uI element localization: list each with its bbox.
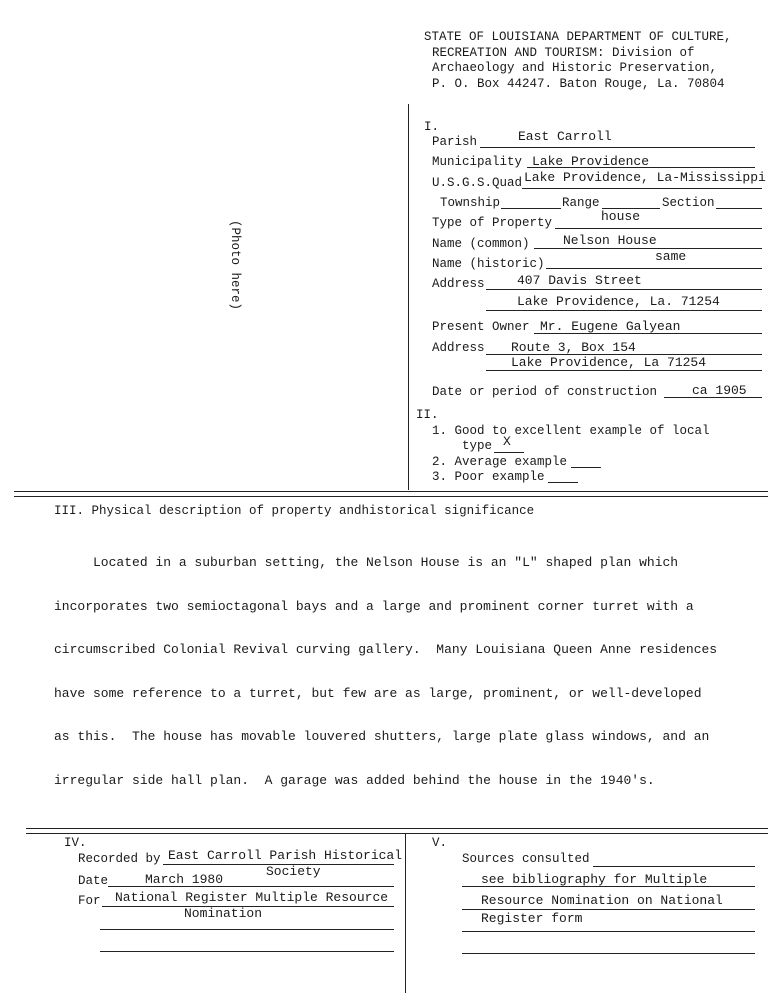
- record-date-line: [108, 886, 394, 887]
- description-paragraph: [54, 527, 717, 803]
- sources-line-3: [462, 931, 755, 932]
- type-label: Type of Property: [432, 216, 553, 230]
- record-date-label: Date: [78, 874, 109, 888]
- usgs-line: [522, 188, 762, 189]
- description-line-6: irregular side hall plan. A garage was added behind the house in the 1940's.: [54, 772, 655, 788]
- header-line-4: P. O. Box 44247. Baton Rouge, La. 70804: [432, 76, 725, 91]
- name-historic-label: Name (historic): [432, 257, 545, 271]
- name-historic-line: [546, 268, 762, 269]
- description-line-1: Located in a suburban setting, the Nelson House is an "L" shaped plan which: [54, 555, 679, 570]
- for-label: For: [78, 894, 101, 908]
- usgs-label: U.S.G.S.Quad: [432, 176, 523, 190]
- township-label: Township: [440, 196, 501, 210]
- owner-value: Mr. Eugene Galyean: [540, 319, 681, 334]
- section-4-heading: IV.: [64, 836, 87, 850]
- date-construction-label: Date or period of construction: [432, 385, 658, 399]
- section-2-item-3: 3. Poor example: [432, 470, 545, 484]
- range-label: Range: [562, 196, 600, 210]
- section-4-top-rule-a: [26, 828, 768, 829]
- address-label: Address: [432, 277, 485, 291]
- agency-header: [424, 30, 732, 92]
- section-line: [716, 208, 762, 209]
- header-line-1: STATE OF LOUISIANA DEPARTMENT OF CULTURE,: [424, 30, 732, 44]
- header-line-3: Archaeology and Historic Preservation,: [432, 61, 718, 75]
- address-line-2: Lake Providence, La. 71254: [517, 294, 720, 309]
- description-line-5: as this. The house has movable louvered shutters, large plate glass windows, and an: [54, 729, 710, 744]
- bottom-vertical-divider: [405, 833, 406, 993]
- owner-address-line-2: Lake Providence, La 71254: [511, 355, 707, 370]
- municipality-line: [527, 167, 755, 168]
- photo-placeholder: (Photo here): [228, 219, 243, 311]
- section-5-heading: V.: [432, 836, 448, 850]
- recorded-by-value-2: Society: [266, 864, 321, 879]
- parish-label: Parish: [432, 135, 478, 149]
- owner-address-line-1: Route 3, Box 154: [511, 340, 636, 355]
- owner-address-rule-2: [486, 370, 762, 371]
- parish-line: [480, 147, 755, 148]
- sources-value-1: see bibliography for Multiple: [481, 872, 708, 887]
- recorded-by-label: Recorded by: [78, 852, 161, 866]
- record-date-value: March 1980: [145, 872, 224, 887]
- section-3-heading: III. Physical description of property andhistorical significance: [54, 504, 535, 518]
- name-common-label: Name (common): [432, 237, 530, 251]
- sources-line-2: [462, 909, 755, 910]
- township-line: [501, 208, 561, 209]
- type-line: [555, 228, 762, 229]
- municipality-value: Lake Providence: [532, 154, 650, 169]
- sources-line-1: [462, 886, 755, 887]
- name-common-line: [534, 248, 762, 249]
- name-historic-value: same: [655, 249, 687, 264]
- section-2-item-3-line: [548, 482, 578, 483]
- section-2-item-1-line: [494, 452, 524, 453]
- sources-line-4: [462, 953, 755, 954]
- sources-line-0: [593, 866, 755, 867]
- owner-address-label: Address: [432, 341, 485, 355]
- address-line-rule-2: [486, 310, 762, 311]
- top-vertical-divider: [408, 104, 409, 490]
- section-2-heading: II.: [416, 408, 439, 422]
- date-construction-line: [664, 397, 762, 398]
- section-2-item-1: 1. Good to excellent example of local: [432, 424, 710, 438]
- owner-label: Present Owner: [432, 320, 530, 334]
- name-common-value: Nelson House: [563, 233, 657, 248]
- sources-label: Sources consulted: [462, 852, 590, 866]
- date-construction-value: ca 1905: [692, 383, 747, 398]
- description-line-4: have some reference to a turret, but few are as large, prominent, or well-developed: [54, 685, 702, 701]
- parish-value: East Carroll: [518, 129, 612, 144]
- for-line-2: [100, 929, 394, 930]
- sources-value-2: Resource Nomination on National: [481, 893, 723, 908]
- section-3-top-rule-a: [14, 491, 768, 492]
- for-value-1: National Register Multiple Resource: [115, 890, 389, 905]
- owner-line: [534, 333, 762, 334]
- section-4-top-rule-b: [26, 833, 768, 834]
- type-value: house: [601, 209, 641, 224]
- recorded-by-value-1: East Carroll Parish Historical: [168, 848, 403, 863]
- for-value-2: Nomination: [184, 906, 263, 921]
- address-line-rule-1: [486, 289, 762, 290]
- header-line-2: RECREATION AND TOURISM: Division of: [432, 45, 695, 60]
- section-label: Section: [662, 196, 715, 210]
- description-line-3: circumscribed Colonial Revival curving gallery. Many Louisiana Queen Anne residences: [54, 642, 718, 657]
- section-3-top-rule-b: [14, 496, 768, 497]
- section-1-heading: I.: [424, 120, 440, 134]
- description-line-2: incorporates two semioctagonal bays and a large and prominent corner turret with a: [54, 598, 694, 614]
- for-line-3: [100, 951, 394, 952]
- section-2-item-2: 2. Average example: [432, 455, 568, 469]
- section-2-item-1-mark: X: [503, 434, 511, 449]
- sources-value-3: Register form: [481, 911, 583, 926]
- section-2-item-1-type: type: [462, 439, 493, 453]
- section-2-item-2-line: [571, 467, 601, 468]
- municipality-label: Municipality: [432, 155, 523, 169]
- address-line-1: 407 Davis Street: [517, 273, 642, 288]
- usgs-value: Lake Providence, La-Mississippi: [524, 170, 766, 185]
